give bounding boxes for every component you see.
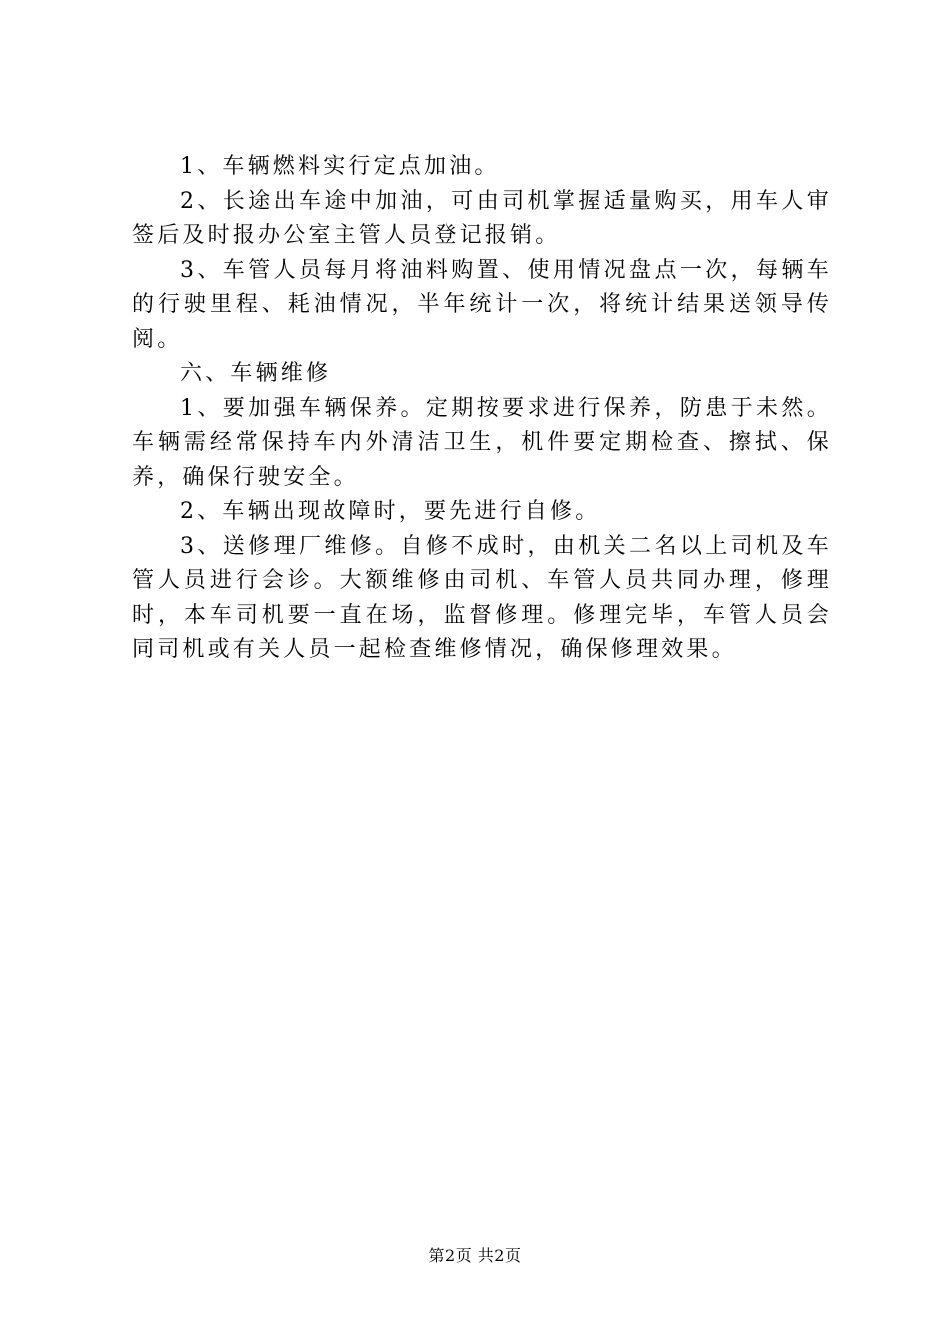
page-number-footer: 第2页 共2页: [428, 1246, 522, 1265]
paragraph-monthly-inventory: 3、车管人员每月将油料购置、使用情况盘点一次，每辆车的行驶里程、耗油情况，半年统计一次，将统计结果送领导传阅。: [132, 257, 832, 352]
paragraph-repair-shop: 3、送修理厂维修。自修不成时，由机关二名以上司机及车管人员进行会诊。大额维修由司机、车管人员共同办理，修理时，本车司机要一直在场，监督修理。修理完毕，车管人员会同司机或有关人员一起检查维修情况，确保修理效果。: [132, 533, 832, 662]
document-body: [132, 150, 832, 668]
paragraph-long-distance-refuel: 2、长途出车途中加油，可由司机掌握适量购买，用车人审签后及时报办公室主管人员登记报销。: [132, 188, 832, 248]
paragraph-maintenance: 1、要加强车辆保养。定期按要求进行保养，防患于未然。车辆需经常保持车内外清洁卫生，机件要定期检查、擦拭、保养，确保行驶安全。: [132, 395, 832, 490]
paragraph-fuel-fixed-point: 1、车辆燃料实行定点加油。: [180, 154, 500, 179]
section-heading-vehicle-repair: 六、车辆维修: [180, 361, 332, 386]
paragraph-self-repair: 2、车辆出现故障时，要先进行自修。: [180, 499, 601, 524]
